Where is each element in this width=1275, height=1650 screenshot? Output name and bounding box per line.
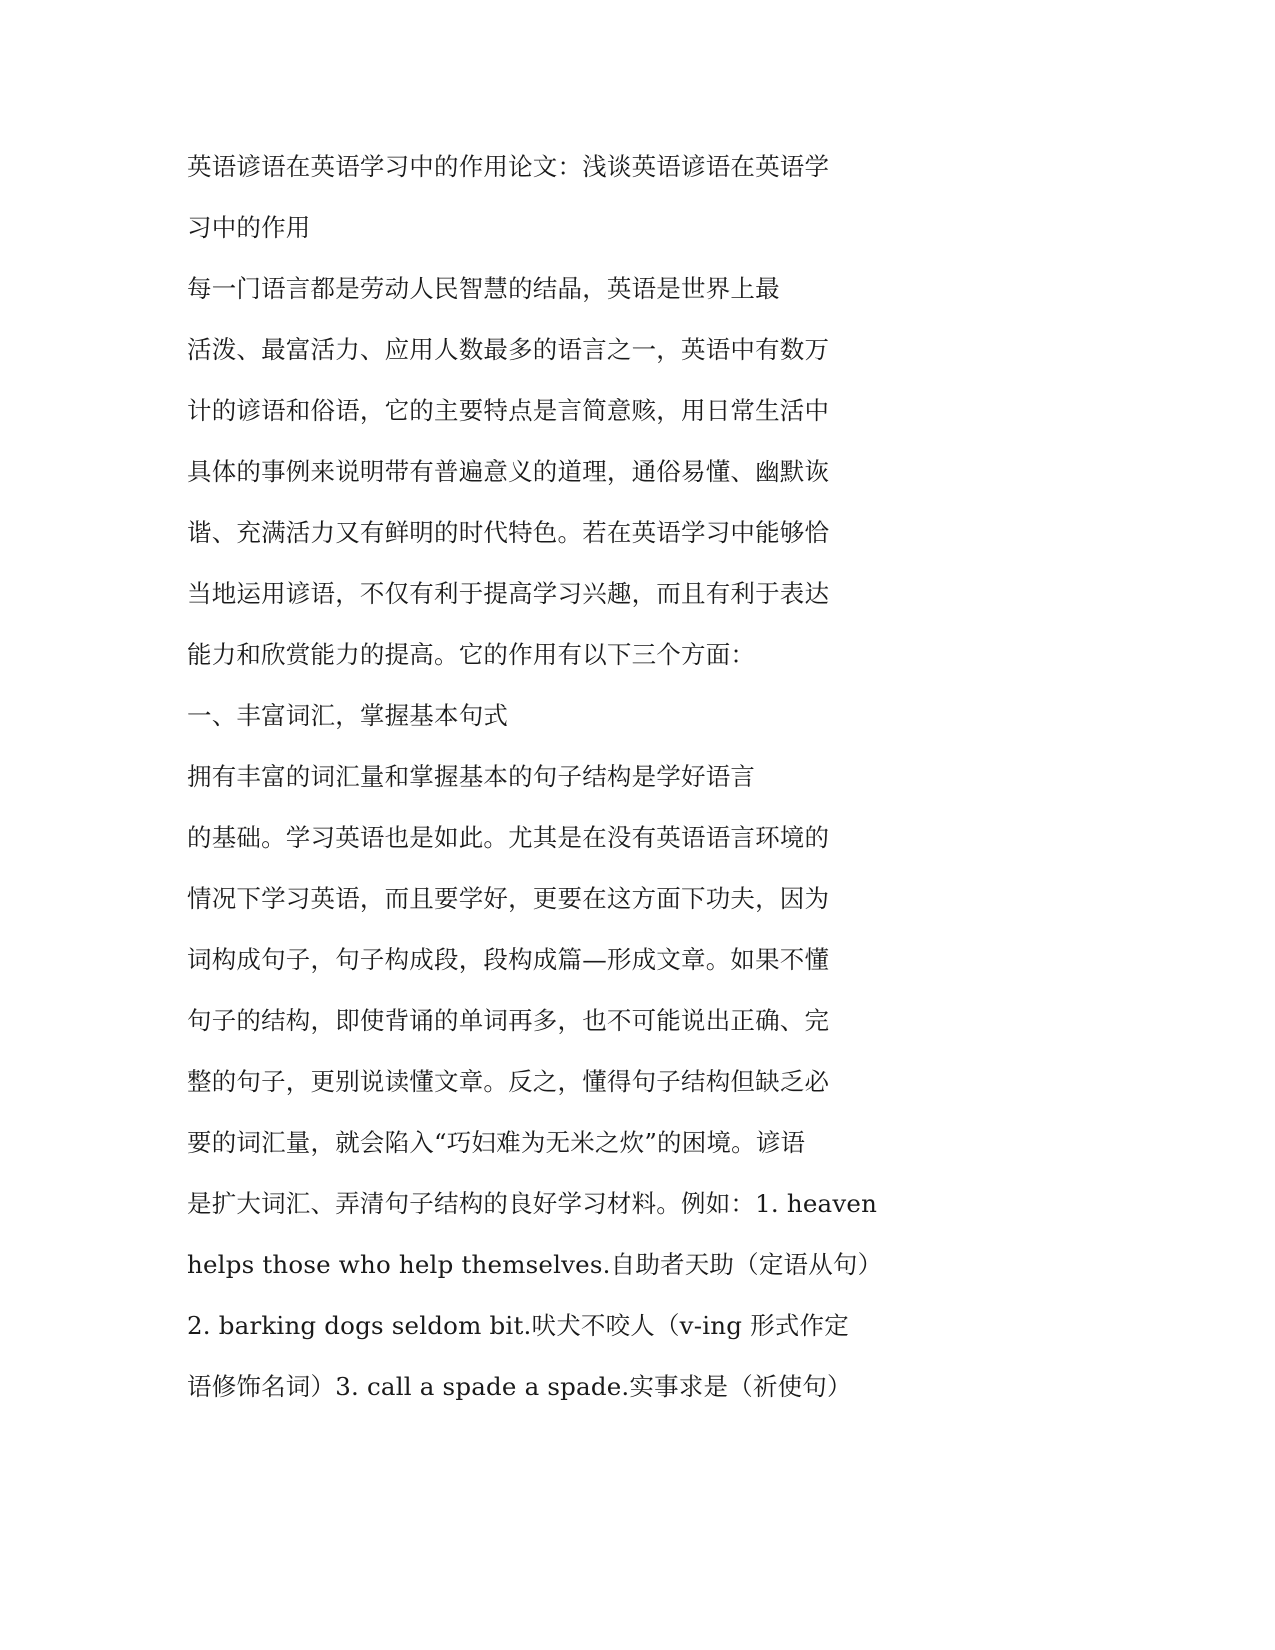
title-line-2: 习中的作用 [187,213,311,242]
example-line: 2. barking dogs seldom bit.吠犬不咬人（v-ing 形式作定 [187,1311,849,1340]
section-heading: 一、丰富词汇，掌握基本句式 [187,701,509,730]
paragraph-line: 计的谚语和俗语，它的主要特点是言简意赅，用日常生活中 [187,396,830,425]
document-body [187,142,883,1423]
paragraph-line: 谐、充满活力又有鲜明的时代特色。若在英语学习中能够恰 [187,518,830,547]
paragraph-line: 当地运用谚语，不仅有利于提高学习兴趣，而且有利于表达 [187,579,830,608]
paragraph-line: 句子的结构，即使背诵的单词再多，也不可能说出正确、完 [187,1006,830,1035]
example-line: helps those who help themselves.自助者天助（定语从句） [187,1250,883,1279]
paragraph-line: 每一门语言都是劳动人民智慧的结晶，英语是世界上最 [187,274,780,303]
paragraph-line: 词构成句子，句子构成段，段构成篇—形成文章。如果不懂 [187,945,830,974]
paragraph-line: 能力和欣赏能力的提高。它的作用有以下三个方面： [187,640,756,669]
paragraph-line: 的基础。学习英语也是如此。尤其是在没有英语语言环境的 [187,823,830,852]
paragraph-line: 活泼、最富活力、应用人数最多的语言之一，英语中有数万 [187,335,830,364]
paragraph-line: 拥有丰富的词汇量和掌握基本的句子结构是学好语言 [187,762,756,791]
example-line: 语修饰名词）3. call a spade a spade.实事求是（祈使句） [187,1372,852,1401]
paragraph-line: 是扩大词汇、弄清句子结构的良好学习材料。例如：1. heaven [187,1189,878,1218]
paragraph-line: 情况下学习英语，而且要学好，更要在这方面下功夫，因为 [187,884,830,913]
paragraph-line: 整的句子，更别说读懂文章。反之，懂得句子结构但缺乏必 [187,1067,830,1096]
title-line-1: 英语谚语在英语学习中的作用论文：浅谈英语谚语在英语学 [187,152,830,181]
paragraph-line: 具体的事例来说明带有普遍意义的道理，通俗易懂、幽默诙 [187,457,830,486]
paragraph-line: 要的词汇量，就会陷入“巧妇难为无米之炊”的困境。谚语 [187,1128,806,1157]
